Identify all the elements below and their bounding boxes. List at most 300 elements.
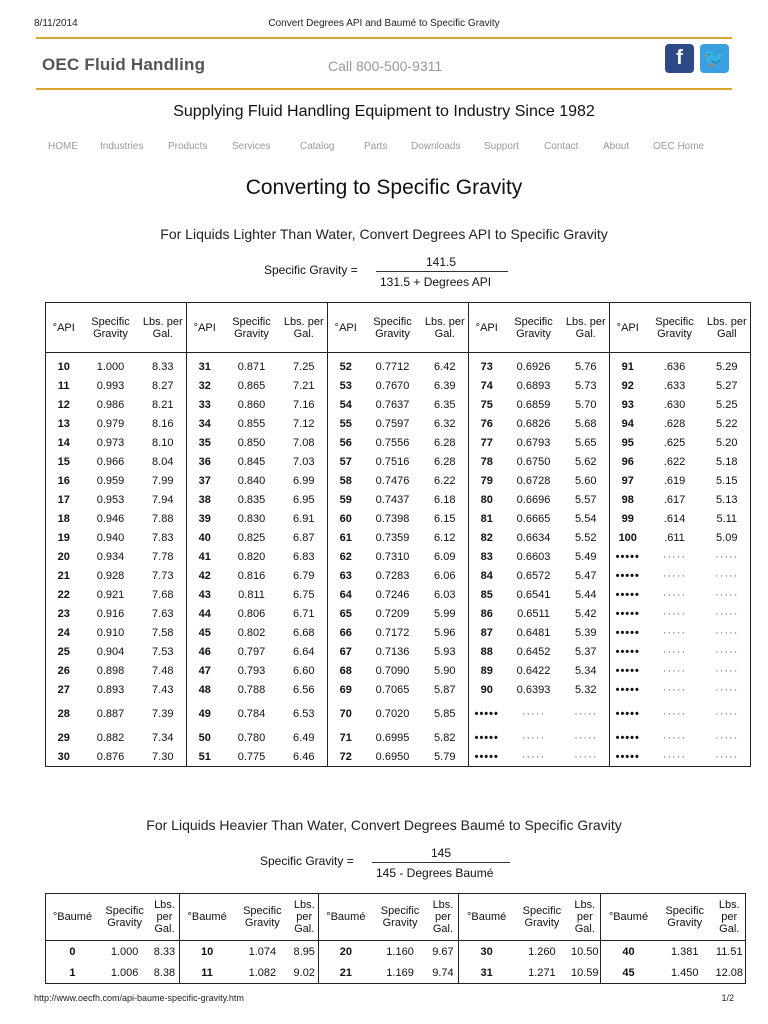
degree-cell: 30 [459, 941, 515, 963]
nav-item-parts[interactable]: Parts [364, 141, 388, 152]
degree-cell: 15 [57, 455, 70, 468]
api-table-header [46, 303, 751, 353]
degree-cell: 71 [328, 728, 364, 747]
lbs-per-gal-cell: 5.44 [575, 588, 597, 601]
degree-cell: 52 [328, 353, 364, 377]
degree-cell: 51 [187, 747, 223, 767]
specific-gravity-cell: 0.6793 [516, 436, 551, 449]
specific-gravity-cell: ····· [662, 569, 687, 582]
table-row [46, 376, 751, 395]
nav-item-about[interactable]: About [603, 141, 630, 152]
lbs-per-gal-cell: 5.79 [434, 750, 456, 763]
twitter-icon[interactable]: 🐦 [700, 44, 729, 73]
degree-cell: 23 [57, 607, 70, 620]
specific-gravity-cell: .619 [663, 474, 686, 487]
degree-cell: 88 [469, 642, 505, 661]
lbs-per-gal-cell: 7.39 [152, 707, 174, 720]
degree-cell: 21 [57, 569, 70, 582]
page-url: http://www.oecfh.com/api-baume-specific-gravity.htm [34, 993, 244, 1003]
lbs-per-gal-cell: 9.74 [432, 966, 454, 979]
specific-gravity-cell: 0.6826 [516, 417, 551, 430]
lbs-per-gal-cell: 6.64 [293, 645, 315, 658]
degree-cell: 19 [57, 531, 70, 544]
lbs-per-gal-cell: 5.62 [575, 455, 597, 468]
nav-item-support[interactable]: Support [484, 141, 520, 152]
degree-cell: 77 [469, 433, 505, 452]
lbs-per-gal-cell: 6.28 [434, 436, 456, 449]
specific-gravity-cell: 0.959 [96, 474, 125, 487]
degree-cell: 36 [187, 452, 223, 471]
specific-gravity-cell: 0.7246 [375, 588, 410, 601]
specific-gravity-cell: 0.7437 [375, 493, 410, 506]
specific-gravity-cell: 0.7670 [375, 379, 410, 392]
degree-cell: 50 [187, 728, 223, 747]
header-rule [36, 88, 732, 90]
specific-gravity-cell: .633 [663, 379, 686, 392]
degree-cell: 76 [469, 414, 505, 433]
degree-cell: 16 [57, 474, 70, 487]
degree-cell: 98 [610, 490, 646, 509]
lbs-per-gal-cell: ····· [715, 588, 739, 601]
nav-item-oec-home[interactable]: OEC Home [653, 141, 705, 152]
lbs-per-gal-cell: 5.73 [575, 379, 597, 392]
lbs-per-gal-cell: 6.99 [293, 474, 315, 487]
specific-gravity-cell: 0.6541 [516, 588, 551, 601]
lbs-per-gal-cell: 6.95 [293, 493, 315, 506]
degree-cell: ••••• [610, 642, 646, 661]
col-header-sg: Specific Gravity [656, 894, 714, 941]
lbs-per-gal-cell: 7.12 [293, 417, 315, 430]
col-header-api: °API [469, 303, 505, 353]
table-row [46, 962, 746, 984]
baume-formula-denominator: 145 - Degrees Baumé [376, 866, 494, 880]
lbs-per-gal-cell: 5.60 [575, 474, 597, 487]
specific-gravity-cell: 0.845 [237, 455, 266, 468]
specific-gravity-cell: .625 [663, 436, 686, 449]
lbs-per-gal-cell: 6.09 [434, 550, 456, 563]
degree-cell: 11 [57, 379, 70, 392]
lbs-per-gal-cell: 5.49 [575, 550, 597, 563]
lbs-per-gal-cell: 7.16 [293, 398, 315, 411]
page-title: Converting to Specific Gravity [245, 176, 523, 199]
lbs-per-gal-cell: 5.32 [575, 683, 597, 696]
degree-cell: 11 [179, 962, 235, 984]
degree-cell: 39 [187, 509, 223, 528]
lbs-per-gal-cell: 8.04 [152, 455, 174, 468]
specific-gravity-cell: .622 [663, 455, 686, 468]
degree-cell: ••••• [610, 547, 646, 566]
lbs-per-gal-cell: 11.51 [715, 945, 743, 958]
nav-item-downloads[interactable]: Downloads [411, 141, 461, 152]
degree-cell: ••••• [469, 699, 505, 728]
specific-gravity-cell: 0.7476 [375, 474, 410, 487]
degree-cell: 10 [57, 360, 70, 373]
degree-cell: 25 [57, 645, 70, 658]
col-header-lbs: Lbs. per Gal. [714, 894, 746, 941]
specific-gravity-cell: 0.916 [96, 607, 125, 620]
specific-gravity-cell: 0.904 [96, 645, 125, 658]
col-header-sg: Specific Gravity [372, 894, 428, 941]
degree-cell: ••••• [610, 728, 646, 747]
table-row [46, 353, 751, 377]
specific-gravity-cell: 0.860 [237, 398, 266, 411]
specific-gravity-cell: 0.6452 [516, 645, 551, 658]
degree-cell: 22 [57, 588, 70, 601]
lbs-per-gal-cell: 5.57 [575, 493, 597, 506]
lbs-per-gal-cell: ····· [715, 645, 739, 658]
lbs-per-gal-cell: 5.11 [716, 512, 738, 525]
degree-cell: 34 [187, 414, 223, 433]
col-header-sg: Specific Gravity [646, 303, 704, 353]
degree-cell: 37 [187, 471, 223, 490]
nav-item-contact[interactable]: Contact [544, 141, 579, 152]
lbs-per-gal-cell: ····· [715, 731, 739, 744]
specific-gravity-cell: 0.6511 [517, 607, 550, 620]
lbs-per-gal-cell: 7.83 [152, 531, 174, 544]
degree-cell: 10 [179, 941, 235, 963]
degree-cell: 55 [328, 414, 364, 433]
specific-gravity-cell: 0.7310 [375, 550, 410, 563]
lbs-per-gal-cell: 10.59 [571, 966, 599, 979]
col-header-lbs: Lbs. per Gal. [281, 303, 328, 353]
table-row [46, 623, 751, 642]
specific-gravity-cell: 1.381 [670, 945, 699, 958]
lbs-per-gal-cell: 10.50 [571, 945, 599, 958]
specific-gravity-cell: 1.160 [386, 945, 414, 958]
specific-gravity-cell: .611 [664, 531, 685, 544]
col-header-lbs: Lbs. per Gal. [428, 894, 459, 941]
col-header-api: °API [328, 303, 364, 353]
table-row [46, 642, 751, 661]
specific-gravity-cell: 0.6950 [375, 750, 410, 763]
lbs-per-gal-cell: ····· [715, 664, 739, 677]
lbs-per-gal-cell: 5.99 [434, 607, 456, 620]
specific-gravity-cell: ····· [521, 750, 546, 763]
degree-cell: 47 [187, 661, 223, 680]
degree-cell: 70 [328, 699, 364, 728]
col-header-sg: Specific Gravity [99, 894, 150, 941]
specific-gravity-cell: 0.7712 [375, 360, 410, 373]
degree-cell: ••••• [469, 728, 505, 747]
degree-cell: 99 [610, 509, 646, 528]
degree-cell: 31 [459, 962, 515, 984]
specific-gravity-cell: 1.169 [386, 966, 414, 979]
col-header-baume: °Baumé [459, 894, 515, 941]
brand-logo[interactable]: OEC Fluid Handling [42, 55, 206, 74]
degree-cell: 64 [328, 585, 364, 604]
col-header-baume: °Baumé [319, 894, 372, 941]
lbs-per-gal-cell: 6.46 [293, 750, 315, 763]
lbs-per-gal-cell: 5.18 [716, 455, 738, 468]
degree-cell: 82 [469, 528, 505, 547]
lbs-per-gal-cell: 6.83 [293, 550, 315, 563]
lbs-per-gal-cell: 8.10 [152, 436, 174, 449]
degree-cell: 43 [187, 585, 223, 604]
lbs-per-gal-cell: 6.18 [434, 493, 456, 506]
degree-cell: 21 [319, 962, 372, 984]
specific-gravity-cell: 0.7283 [375, 569, 410, 582]
lbs-per-gal-cell: 7.34 [152, 731, 174, 744]
baume-formula-numerator: 145 [431, 846, 452, 860]
specific-gravity-cell: 0.940 [96, 531, 125, 544]
nav-item-products[interactable]: Products [168, 141, 208, 152]
col-header-sg: Specific Gravity [514, 894, 570, 941]
degree-cell: ••••• [610, 699, 646, 728]
specific-gravity-cell: 0.973 [96, 436, 125, 449]
specific-gravity-cell: 0.6603 [516, 550, 551, 563]
specific-gravity-cell: 0.6572 [516, 569, 551, 582]
specific-gravity-cell: 0.882 [96, 731, 125, 744]
specific-gravity-cell: 0.7516 [375, 455, 410, 468]
table-row [46, 395, 751, 414]
col-header-sg: Specific Gravity [223, 303, 281, 353]
baume-fraction-bar [372, 862, 510, 863]
lbs-per-gal-cell: 7.08 [293, 436, 315, 449]
lbs-per-gal-cell: 7.73 [152, 569, 174, 582]
specific-gravity-cell: 1.000 [110, 945, 139, 958]
degree-cell: 1 [69, 966, 76, 979]
degree-cell: 44 [187, 604, 223, 623]
specific-gravity-cell: 0.6728 [516, 474, 551, 487]
degree-cell: 24 [57, 626, 70, 639]
lbs-per-gal-cell: ····· [574, 731, 598, 744]
lbs-per-gal-cell: 5.29 [716, 360, 738, 373]
lbs-per-gal-cell: 5.22 [716, 417, 738, 430]
specific-gravity-cell: 0.921 [96, 588, 125, 601]
col-header-lbs: Lbs. per Gall [704, 303, 751, 353]
specific-gravity-cell: ····· [662, 750, 687, 763]
degree-cell: 40 [187, 528, 223, 547]
specific-gravity-cell: 0.7637 [375, 398, 410, 411]
lbs-per-gal-cell: 5.54 [575, 512, 597, 525]
lbs-per-gal-cell: 6.15 [434, 512, 456, 525]
lbs-per-gal-cell: 6.49 [293, 731, 315, 744]
nav-item-industries[interactable]: Industries [100, 141, 144, 152]
specific-gravity-cell: 0.825 [237, 531, 266, 544]
lbs-per-gal-cell: ····· [715, 626, 739, 639]
table-row [46, 661, 751, 680]
degree-cell: 12 [57, 398, 70, 411]
nav-item-home[interactable]: HOME [48, 141, 78, 152]
degree-cell: 83 [469, 547, 505, 566]
degree-cell: 74 [469, 376, 505, 395]
lbs-per-gal-cell: ····· [715, 569, 739, 582]
lbs-per-gal-cell: 5.27 [716, 379, 738, 392]
specific-gravity-cell: 0.775 [237, 750, 266, 763]
col-header-lbs: Lbs. per Gal. [290, 894, 319, 941]
specific-gravity-cell: 0.910 [96, 626, 125, 639]
table-row [46, 699, 751, 728]
degree-cell: 80 [469, 490, 505, 509]
degree-cell: ••••• [610, 585, 646, 604]
specific-gravity-cell: 0.871 [237, 360, 266, 373]
col-header-lbs: Lbs. per Gal. [570, 894, 601, 941]
table-row [46, 585, 751, 604]
lbs-per-gal-cell: 6.53 [293, 707, 315, 720]
specific-gravity-cell: .636 [663, 360, 686, 373]
degree-cell: 53 [328, 376, 364, 395]
degree-cell: 75 [469, 395, 505, 414]
specific-gravity-cell: 0.898 [96, 664, 125, 677]
lbs-per-gal-cell: ····· [715, 607, 739, 620]
lbs-per-gal-cell: ····· [715, 550, 739, 563]
specific-gravity-cell: 0.966 [96, 455, 125, 468]
degree-cell: 40 [600, 941, 656, 963]
specific-gravity-cell: ····· [662, 607, 687, 620]
degree-cell: 14 [57, 436, 70, 449]
table-row [46, 471, 751, 490]
lbs-per-gal-cell: 9.67 [432, 945, 454, 958]
specific-gravity-cell: 0.7136 [375, 645, 410, 658]
degree-cell: 28 [57, 707, 70, 720]
specific-gravity-cell: 0.6481 [516, 626, 551, 639]
degree-cell: 58 [328, 471, 364, 490]
degree-cell: 48 [187, 680, 223, 699]
degree-cell: 94 [610, 414, 646, 433]
lbs-per-gal-cell: 7.58 [152, 626, 174, 639]
specific-gravity-cell: 0.6696 [516, 493, 551, 506]
specific-gravity-cell: ····· [662, 645, 687, 658]
degree-cell: ••••• [610, 604, 646, 623]
degree-cell: 96 [610, 452, 646, 471]
specific-gravity-cell: 0.865 [237, 379, 266, 392]
specific-gravity-cell: .614 [663, 512, 686, 525]
degree-cell: 0 [69, 945, 76, 958]
col-header-baume: °Baumé [46, 894, 99, 941]
nav-item-services[interactable]: Services [232, 141, 271, 152]
lbs-per-gal-cell: 6.22 [434, 474, 456, 487]
specific-gravity-cell: 0.6393 [516, 683, 551, 696]
degree-cell: 57 [328, 452, 364, 471]
phone-number[interactable]: Call 800-500-9311 [328, 58, 443, 74]
degree-cell: ••••• [610, 661, 646, 680]
degree-cell: ••••• [610, 747, 646, 767]
specific-gravity-cell: 1.000 [96, 360, 125, 373]
lbs-per-gal-cell: 5.87 [434, 683, 456, 696]
lbs-per-gal-cell: 5.90 [434, 664, 456, 677]
degree-cell: 67 [328, 642, 364, 661]
degree-cell: 91 [610, 353, 646, 377]
col-header-api: °API [187, 303, 223, 353]
specific-gravity-cell: ····· [662, 731, 687, 744]
table-row [46, 452, 751, 471]
specific-gravity-cell: 0.802 [237, 626, 266, 639]
specific-gravity-cell: 0.953 [96, 493, 125, 506]
lbs-per-gal-cell: 6.71 [293, 607, 315, 620]
degree-cell: 30 [57, 750, 70, 763]
specific-gravity-cell: 0.7172 [375, 626, 410, 639]
specific-gravity-cell: ····· [662, 707, 687, 720]
degree-cell: 33 [187, 395, 223, 414]
specific-gravity-cell: 0.7065 [375, 683, 410, 696]
lbs-per-gal-cell: 7.03 [293, 455, 315, 468]
lbs-per-gal-cell: 5.52 [575, 531, 597, 544]
lbs-per-gal-cell: ····· [715, 683, 739, 696]
degree-cell: 45 [600, 962, 656, 984]
lbs-per-gal-cell: 7.99 [152, 474, 174, 487]
specific-gravity-cell: ····· [662, 588, 687, 601]
lbs-per-gal-cell: 5.25 [716, 398, 738, 411]
specific-gravity-cell: 0.816 [237, 569, 266, 582]
lbs-per-gal-cell: 7.53 [152, 645, 174, 658]
degree-cell: 81 [469, 509, 505, 528]
lbs-per-gal-cell: 5.82 [434, 731, 456, 744]
baume-table [45, 893, 746, 984]
api-formula-denominator: 131.5 + Degrees API [380, 275, 492, 289]
top-rule [36, 37, 732, 39]
lbs-per-gal-cell: 5.39 [575, 626, 597, 639]
specific-gravity-cell: ····· [521, 707, 546, 720]
degree-cell: 29 [57, 731, 70, 744]
lbs-per-gal-cell: 6.42 [434, 360, 456, 373]
degree-cell: 85 [469, 585, 505, 604]
specific-gravity-cell: 0.7090 [375, 664, 410, 677]
lbs-per-gal-cell: 5.70 [575, 398, 597, 411]
lbs-per-gal-cell: 5.15 [716, 474, 738, 487]
degree-cell: 63 [328, 566, 364, 585]
specific-gravity-cell: 0.7597 [375, 417, 410, 430]
degree-cell: ••••• [469, 747, 505, 767]
specific-gravity-cell: 0.811 [238, 588, 265, 601]
specific-gravity-cell: 0.946 [96, 512, 125, 525]
lbs-per-gal-cell: 8.38 [153, 966, 176, 979]
specific-gravity-cell: 0.835 [237, 493, 266, 506]
specific-gravity-cell: .617 [663, 493, 686, 506]
specific-gravity-cell: ····· [662, 550, 687, 563]
degree-cell: 42 [187, 566, 223, 585]
lbs-per-gal-cell: 5.37 [575, 645, 597, 658]
degree-cell: 49 [187, 699, 223, 728]
degree-cell: 26 [57, 664, 70, 677]
lbs-per-gal-cell: 7.68 [152, 588, 174, 601]
lbs-per-gal-cell: 6.03 [434, 588, 456, 601]
table-row [46, 528, 751, 547]
table-row [46, 680, 751, 699]
lbs-per-gal-cell: 9.02 [293, 966, 315, 979]
lbs-per-gal-cell: 7.78 [152, 550, 174, 563]
degree-cell: 86 [469, 604, 505, 623]
specific-gravity-cell: 0.6926 [516, 360, 551, 373]
table-row [46, 433, 751, 452]
lbs-per-gal-cell: 5.65 [575, 436, 597, 449]
specific-gravity-cell: 0.830 [237, 512, 266, 525]
lbs-per-gal-cell: 5.93 [434, 645, 456, 658]
specific-gravity-cell: 0.6422 [516, 664, 551, 677]
degree-cell: 79 [469, 471, 505, 490]
degree-cell: 17 [57, 493, 70, 506]
specific-gravity-cell: 0.6859 [516, 398, 551, 411]
degree-cell: 31 [187, 353, 223, 377]
specific-gravity-cell: 0.840 [237, 474, 266, 487]
nav-item-catalog[interactable]: Catalog [300, 141, 335, 152]
degree-cell: 54 [328, 395, 364, 414]
lbs-per-gal-cell: 6.28 [434, 455, 456, 468]
degree-cell: 93 [610, 395, 646, 414]
facebook-icon[interactable]: f [665, 44, 694, 73]
lbs-per-gal-cell: 8.33 [153, 945, 176, 958]
specific-gravity-cell: ····· [662, 683, 687, 696]
col-header-sg: Specific Gravity [505, 303, 563, 353]
degree-cell: 87 [469, 623, 505, 642]
degree-cell: 89 [469, 661, 505, 680]
baume-formula-label: Specific Gravity = [260, 854, 354, 868]
lbs-per-gal-cell: 7.25 [293, 360, 315, 373]
lbs-per-gal-cell: 7.94 [152, 493, 174, 506]
lbs-per-gal-cell: 6.91 [293, 512, 315, 525]
degree-cell: 62 [328, 547, 364, 566]
api-fraction-bar [376, 271, 508, 272]
lbs-per-gal-cell: ····· [715, 707, 739, 720]
